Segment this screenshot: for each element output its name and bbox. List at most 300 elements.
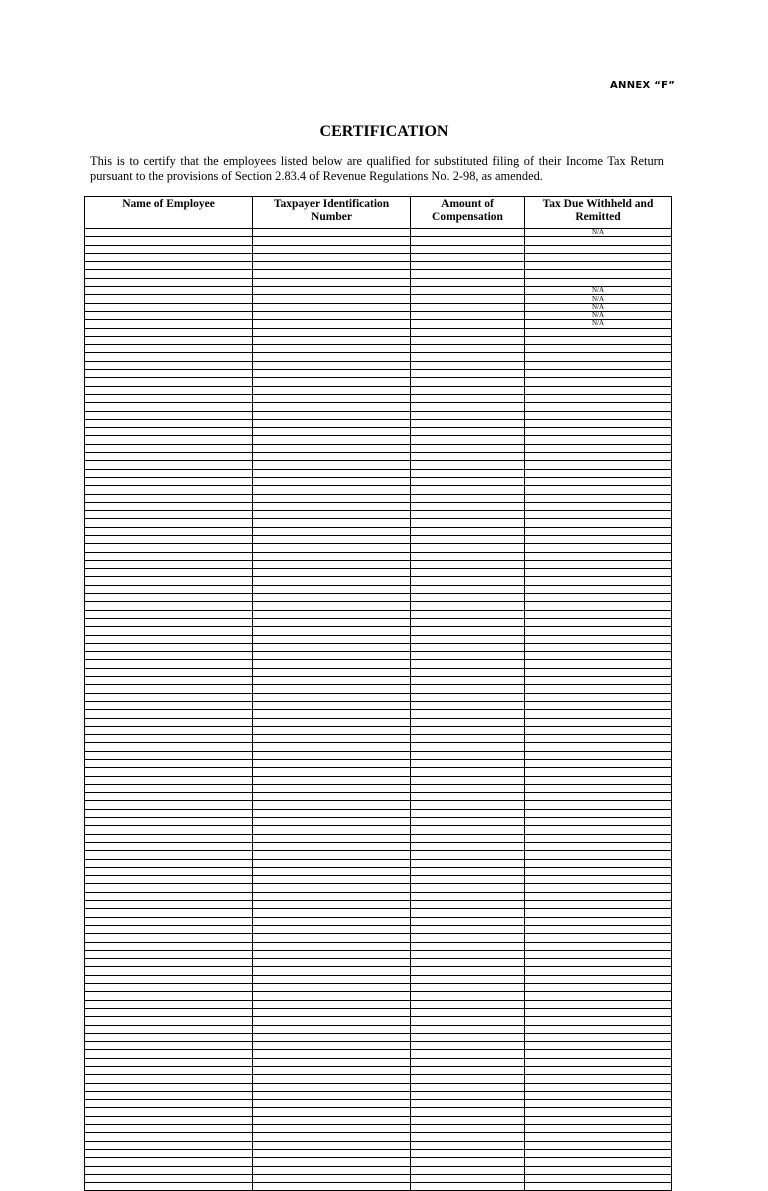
cell-tax-due	[525, 826, 672, 834]
cell-employee-name	[85, 876, 253, 884]
cell-tin	[253, 1025, 411, 1033]
table-row	[85, 527, 672, 535]
table-row	[85, 925, 672, 933]
table-row	[85, 1042, 672, 1050]
table-row	[85, 834, 672, 842]
cell-compensation	[411, 477, 525, 485]
cell-compensation	[411, 311, 525, 319]
cell-employee-name	[85, 486, 253, 494]
cell-compensation	[411, 677, 525, 685]
cell-tin	[253, 768, 411, 776]
table-row	[85, 1141, 672, 1149]
cell-compensation	[411, 876, 525, 884]
table-row	[85, 594, 672, 602]
cell-tax-due	[525, 436, 672, 444]
table-row	[85, 1008, 672, 1016]
cell-compensation	[411, 1083, 525, 1091]
cell-tin	[253, 544, 411, 552]
table-row	[85, 942, 672, 950]
cell-compensation	[411, 453, 525, 461]
cell-employee-name	[85, 262, 253, 270]
cell-compensation	[411, 1158, 525, 1166]
table-row	[85, 909, 672, 917]
cell-compensation	[411, 287, 525, 295]
cell-tax-due	[525, 884, 672, 892]
certification-statement: This is to certify that the employees listed below are qualified for substituted filing of their Income Tax Return pursuant to the provisions of Section 2.83.4 of Revenue Regulations No. 2-98, as amended.	[90, 154, 664, 183]
cell-tin	[253, 560, 411, 568]
cell-tin	[253, 950, 411, 958]
table-row	[85, 1125, 672, 1133]
cell-employee-name	[85, 1116, 253, 1124]
cell-employee-name	[85, 320, 253, 328]
cell-compensation	[411, 735, 525, 743]
cell-employee-name	[85, 610, 253, 618]
cell-compensation	[411, 826, 525, 834]
cell-employee-name	[85, 627, 253, 635]
cell-compensation	[411, 411, 525, 419]
cell-compensation	[411, 1166, 525, 1174]
cell-tax-due	[525, 461, 672, 469]
table-row	[85, 801, 672, 809]
table-row	[85, 469, 672, 477]
cell-employee-name	[85, 311, 253, 319]
table-row	[85, 245, 672, 253]
cell-tax-due	[525, 477, 672, 485]
cell-compensation	[411, 967, 525, 975]
cell-employee-name	[85, 851, 253, 859]
cell-compensation	[411, 901, 525, 909]
cell-tax-due	[525, 668, 672, 676]
table-row	[85, 1050, 672, 1058]
cell-employee-name	[85, 618, 253, 626]
cell-tax-due	[525, 519, 672, 527]
cell-employee-name	[85, 718, 253, 726]
cell-tax-due	[525, 278, 672, 286]
cell-tax-due	[525, 643, 672, 651]
cell-employee-name	[85, 1066, 253, 1074]
cell-tin	[253, 892, 411, 900]
table-row	[85, 677, 672, 685]
cell-compensation	[411, 403, 525, 411]
cell-tax-due	[525, 751, 672, 759]
cell-employee-name	[85, 345, 253, 353]
table-row	[85, 486, 672, 494]
cell-tin	[253, 370, 411, 378]
cell-employee-name	[85, 701, 253, 709]
cell-tin	[253, 552, 411, 560]
cell-employee-name	[85, 245, 253, 253]
cell-compensation	[411, 444, 525, 452]
cell-employee-name	[85, 511, 253, 519]
cell-compensation	[411, 1008, 525, 1016]
table-row	[85, 444, 672, 452]
cell-employee-name	[85, 295, 253, 303]
cell-employee-name	[85, 867, 253, 875]
cell-tax-due	[525, 834, 672, 842]
table-row	[85, 950, 672, 958]
table-row	[85, 751, 672, 759]
cell-employee-name	[85, 793, 253, 801]
cell-tax-due: N/A	[525, 295, 672, 303]
table-row	[85, 1100, 672, 1108]
cell-tin	[253, 635, 411, 643]
cell-tax-due	[525, 237, 672, 245]
table-row	[85, 502, 672, 510]
cell-compensation	[411, 801, 525, 809]
table-row	[85, 1000, 672, 1008]
cell-compensation	[411, 602, 525, 610]
table-row	[85, 535, 672, 543]
table-header-row	[85, 197, 672, 229]
cell-compensation	[411, 892, 525, 900]
table-row	[85, 975, 672, 983]
cell-tax-due	[525, 253, 672, 261]
table-row	[85, 361, 672, 369]
cell-compensation	[411, 1075, 525, 1083]
cell-tax-due	[525, 544, 672, 552]
cell-tax-due	[525, 444, 672, 452]
cell-tax-due	[525, 1116, 672, 1124]
cell-tin	[253, 1133, 411, 1141]
cell-tax-due	[525, 652, 672, 660]
cell-tin	[253, 278, 411, 286]
table-row	[85, 818, 672, 826]
table-row	[85, 370, 672, 378]
table-row	[85, 1158, 672, 1166]
cell-compensation	[411, 1116, 525, 1124]
cell-employee-name	[85, 1125, 253, 1133]
cell-employee-name	[85, 287, 253, 295]
cell-compensation	[411, 270, 525, 278]
cell-compensation	[411, 560, 525, 568]
cell-tin	[253, 328, 411, 336]
cell-tin	[253, 934, 411, 942]
cell-tin	[253, 975, 411, 983]
cell-employee-name	[85, 502, 253, 510]
table-row	[85, 552, 672, 560]
table-row	[85, 660, 672, 668]
cell-tax-due	[525, 328, 672, 336]
cell-tin	[253, 925, 411, 933]
cell-tin	[253, 461, 411, 469]
cell-tax-due	[525, 469, 672, 477]
cell-tax-due	[525, 394, 672, 402]
cell-compensation	[411, 229, 525, 237]
table-row	[85, 892, 672, 900]
cell-compensation	[411, 237, 525, 245]
cell-compensation	[411, 370, 525, 378]
cell-tax-due	[525, 1066, 672, 1074]
cell-compensation	[411, 1058, 525, 1066]
cell-compensation	[411, 295, 525, 303]
cell-tax-due	[525, 635, 672, 643]
cell-compensation	[411, 353, 525, 361]
table-row	[85, 793, 672, 801]
cell-employee-name	[85, 668, 253, 676]
cell-employee-name	[85, 535, 253, 543]
table-row	[85, 494, 672, 502]
cell-employee-name	[85, 303, 253, 311]
table-row	[85, 303, 672, 311]
cell-tax-due	[525, 743, 672, 751]
cell-tax-due	[525, 1149, 672, 1157]
table-row	[85, 652, 672, 660]
cell-compensation	[411, 1174, 525, 1182]
cell-tax-due	[525, 1125, 672, 1133]
cell-tax-due	[525, 494, 672, 502]
cell-employee-name	[85, 826, 253, 834]
cell-tin	[253, 1058, 411, 1066]
cell-tin	[253, 842, 411, 850]
cell-tax-due	[525, 1033, 672, 1041]
cell-employee-name	[85, 237, 253, 245]
cell-employee-name	[85, 735, 253, 743]
cell-tin	[253, 776, 411, 784]
cell-tin	[253, 394, 411, 402]
cell-tin	[253, 1000, 411, 1008]
cell-tax-due	[525, 876, 672, 884]
cell-compensation	[411, 494, 525, 502]
cell-tin	[253, 942, 411, 950]
cell-tin	[253, 793, 411, 801]
cell-compensation	[411, 701, 525, 709]
cell-tax-due	[525, 967, 672, 975]
table-row	[85, 278, 672, 286]
cell-employee-name	[85, 1183, 253, 1191]
cell-tax-due	[525, 1133, 672, 1141]
cell-tin	[253, 784, 411, 792]
table-row	[85, 743, 672, 751]
table-row	[85, 776, 672, 784]
table-row	[85, 386, 672, 394]
table-body	[85, 229, 672, 1191]
cell-tin	[253, 336, 411, 344]
cell-compensation	[411, 1141, 525, 1149]
cell-employee-name	[85, 1141, 253, 1149]
cell-compensation	[411, 361, 525, 369]
cell-employee-name	[85, 253, 253, 261]
cell-compensation	[411, 950, 525, 958]
cell-tin	[253, 502, 411, 510]
cell-compensation	[411, 668, 525, 676]
cell-employee-name	[85, 378, 253, 386]
cell-compensation	[411, 809, 525, 817]
table-row	[85, 253, 672, 261]
cell-compensation	[411, 959, 525, 967]
cell-tax-due	[525, 677, 672, 685]
cell-tin	[253, 428, 411, 436]
table-row	[85, 726, 672, 734]
table-row	[85, 560, 672, 568]
cell-tin	[253, 751, 411, 759]
cell-tin	[253, 477, 411, 485]
table-row	[85, 1108, 672, 1116]
cell-employee-name	[85, 519, 253, 527]
table-row	[85, 270, 672, 278]
cell-tin	[253, 594, 411, 602]
cell-employee-name	[85, 652, 253, 660]
cell-employee-name	[85, 461, 253, 469]
cell-tin	[253, 677, 411, 685]
cell-compensation	[411, 502, 525, 510]
cell-employee-name	[85, 967, 253, 975]
cell-employee-name	[85, 328, 253, 336]
cell-compensation	[411, 776, 525, 784]
cell-tin	[253, 1042, 411, 1050]
cell-tax-due	[525, 502, 672, 510]
cell-employee-name	[85, 635, 253, 643]
cell-tax-due	[525, 660, 672, 668]
cell-tin	[253, 1158, 411, 1166]
cell-compensation	[411, 942, 525, 950]
cell-tax-due	[525, 992, 672, 1000]
table-row	[85, 328, 672, 336]
table-row	[85, 1033, 672, 1041]
cell-tin	[253, 519, 411, 527]
cell-tin	[253, 809, 411, 817]
cell-tin	[253, 710, 411, 718]
cell-tax-due	[525, 693, 672, 701]
cell-tin	[253, 859, 411, 867]
table-row	[85, 345, 672, 353]
cell-tin	[253, 735, 411, 743]
table-row	[85, 1166, 672, 1174]
table-row	[85, 876, 672, 884]
cell-employee-name	[85, 992, 253, 1000]
cell-tin	[253, 801, 411, 809]
cell-tin	[253, 303, 411, 311]
cell-tax-due	[525, 585, 672, 593]
cell-employee-name	[85, 278, 253, 286]
cell-employee-name	[85, 494, 253, 502]
cell-tin	[253, 760, 411, 768]
cell-tin	[253, 320, 411, 328]
cell-tax-due	[525, 1042, 672, 1050]
table-row	[85, 984, 672, 992]
cell-tin	[253, 229, 411, 237]
cell-employee-name	[85, 1083, 253, 1091]
cell-compensation	[411, 511, 525, 519]
cell-tax-due	[525, 486, 672, 494]
cell-tax-due	[525, 809, 672, 817]
cell-tax-due	[525, 618, 672, 626]
cell-tax-due	[525, 701, 672, 709]
table-row	[85, 1091, 672, 1099]
table-row	[85, 768, 672, 776]
table-row	[85, 394, 672, 402]
cell-tax-due	[525, 353, 672, 361]
cell-tin	[253, 411, 411, 419]
cell-tin	[253, 876, 411, 884]
cell-tax-due	[525, 527, 672, 535]
table-row	[85, 710, 672, 718]
cell-compensation	[411, 867, 525, 875]
cell-tin	[253, 1183, 411, 1191]
cell-employee-name	[85, 917, 253, 925]
cell-tax-due	[525, 917, 672, 925]
cell-compensation	[411, 793, 525, 801]
cell-employee-name	[85, 1166, 253, 1174]
table-row	[85, 610, 672, 618]
cell-tax-due	[525, 1050, 672, 1058]
cell-tax-due	[525, 453, 672, 461]
cell-compensation	[411, 577, 525, 585]
cell-tin	[253, 826, 411, 834]
cell-tin	[253, 1050, 411, 1058]
table-row	[85, 967, 672, 975]
cell-employee-name	[85, 693, 253, 701]
table-row	[85, 760, 672, 768]
cell-compensation	[411, 627, 525, 635]
cell-tax-due	[525, 735, 672, 743]
cell-compensation	[411, 743, 525, 751]
cell-employee-name	[85, 1075, 253, 1083]
cell-compensation	[411, 710, 525, 718]
cell-tin	[253, 668, 411, 676]
cell-employee-name	[85, 353, 253, 361]
employee-table	[84, 196, 672, 1191]
cell-compensation	[411, 1149, 525, 1157]
cell-tax-due	[525, 760, 672, 768]
cell-tax-due: N/A	[525, 287, 672, 295]
table-row	[85, 544, 672, 552]
cell-compensation	[411, 1100, 525, 1108]
cell-tin	[253, 270, 411, 278]
cell-compensation	[411, 975, 525, 983]
cell-tax-due	[525, 801, 672, 809]
cell-tin	[253, 1008, 411, 1016]
cell-compensation	[411, 585, 525, 593]
cell-employee-name	[85, 1158, 253, 1166]
cell-employee-name	[85, 270, 253, 278]
cell-tax-due	[525, 1091, 672, 1099]
table-row	[85, 353, 672, 361]
cell-tax-due	[525, 411, 672, 419]
table-row	[85, 1116, 672, 1124]
cell-tin	[253, 245, 411, 253]
cell-tin	[253, 569, 411, 577]
cell-tin	[253, 361, 411, 369]
cell-compensation	[411, 818, 525, 826]
cell-employee-name	[85, 726, 253, 734]
cell-tax-due	[525, 245, 672, 253]
table-row	[85, 867, 672, 875]
cell-employee-name	[85, 768, 253, 776]
cell-compensation	[411, 643, 525, 651]
table-row	[85, 693, 672, 701]
cell-tin	[253, 295, 411, 303]
cell-employee-name	[85, 1108, 253, 1116]
cell-tin	[253, 917, 411, 925]
cell-compensation	[411, 784, 525, 792]
cell-employee-name	[85, 884, 253, 892]
table-row	[85, 237, 672, 245]
cell-tax-due	[525, 345, 672, 353]
cell-tax-due	[525, 901, 672, 909]
table-row	[85, 934, 672, 942]
cell-tax-due	[525, 577, 672, 585]
cell-employee-name	[85, 660, 253, 668]
cell-tin	[253, 378, 411, 386]
cell-compensation	[411, 768, 525, 776]
cell-tin	[253, 818, 411, 826]
cell-compensation	[411, 685, 525, 693]
cell-tin	[253, 1125, 411, 1133]
cell-tax-due	[525, 718, 672, 726]
cell-compensation	[411, 428, 525, 436]
cell-tin	[253, 618, 411, 626]
cell-tin	[253, 453, 411, 461]
